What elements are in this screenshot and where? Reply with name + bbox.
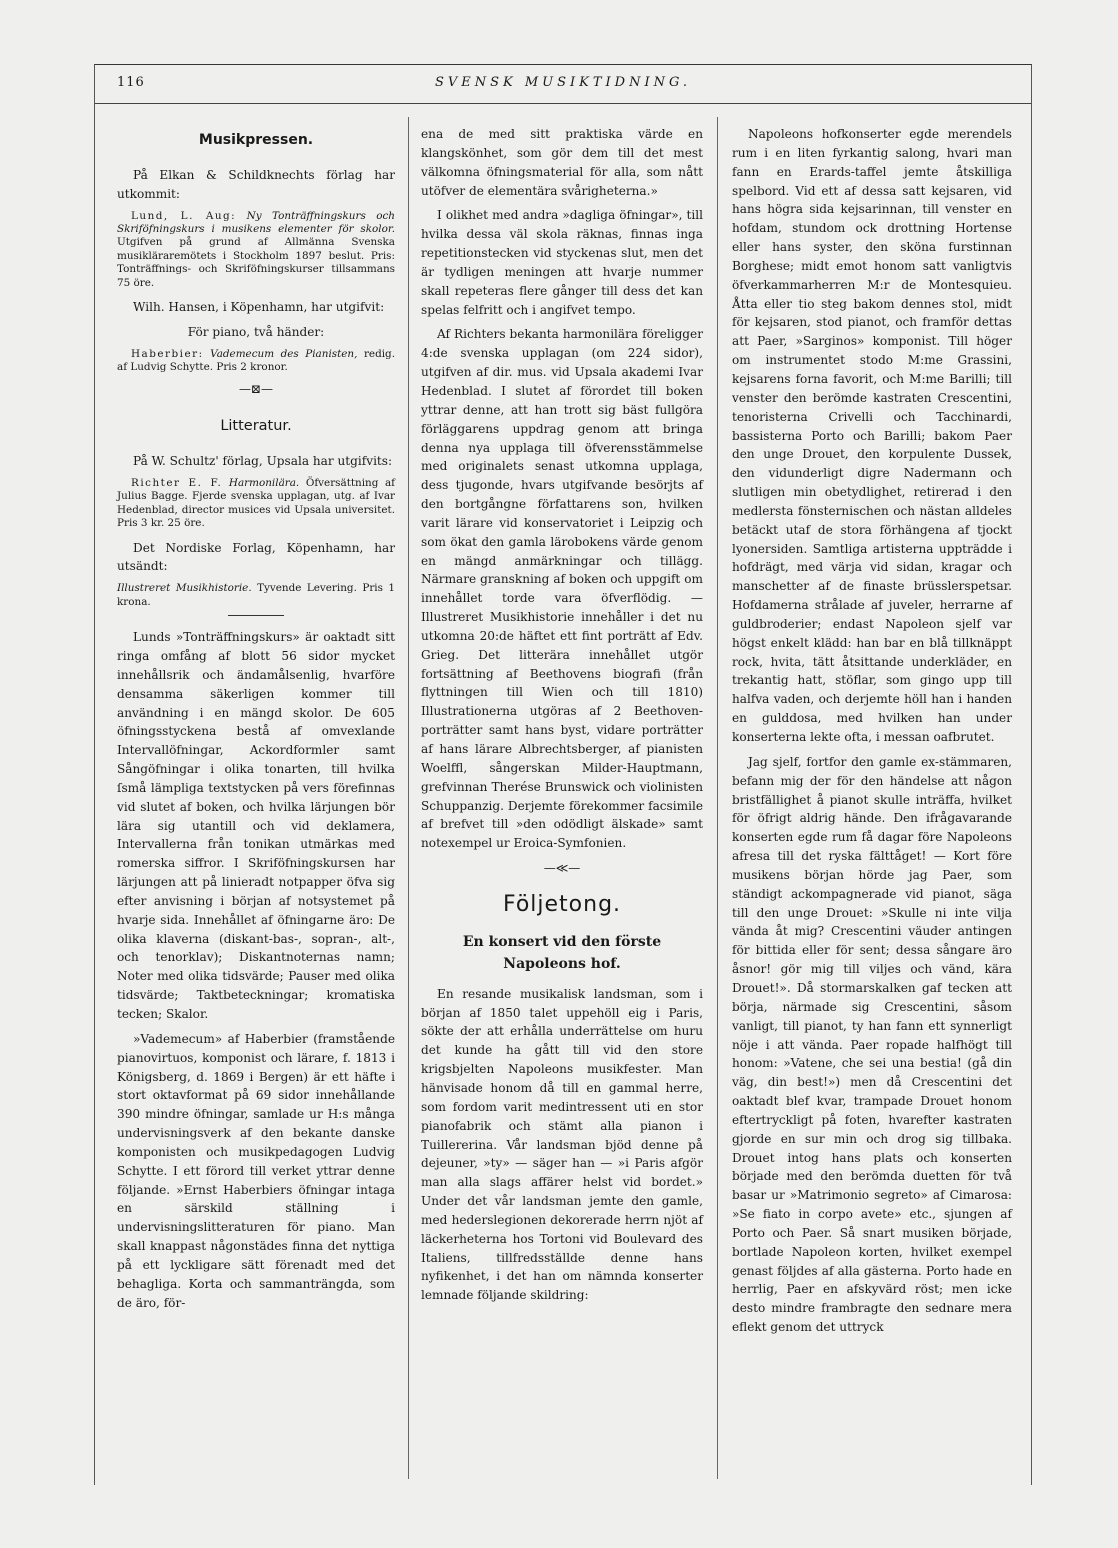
author: Lund, L. Aug: — [131, 209, 237, 222]
book-title: Vademecum des Pianisten, — [210, 347, 358, 360]
section-ornament: —⊠— — [238, 382, 274, 397]
notice-text: Öfversättning af Julius Bagge. Fjerde svenska upplagan, utg. af Ivar Hedenblad, director musices vid Upsala universitet. Pris 3 kr. 25 öre. — [117, 477, 395, 530]
notice-text: Tyvende Levering. Pris 1 krona. — [117, 582, 396, 608]
heading-litteratur: Litteratur. — [220, 418, 292, 435]
notice-text: redig. af Ludvig Schytte. Pris 2 kronor. — [117, 347, 395, 374]
column-1 — [117, 125, 395, 1319]
column-divider-2 — [717, 117, 718, 1479]
heading-foljetong: Följetong. — [502, 891, 622, 917]
paragraph: En resande musikalisk landsman, som i början af 1850 talet uppehöll eig i Paris, sökte der att erhålla underrättelse om huru det kunde ha gått till vid den store krigsbjelten Napoleons musikfester. Man hänvisade honom då till en gammal herre, som fordom varit medintressent uti en stor pianofabrik och stämt alla pianon i Tuillererina. Vår landsman bjöd denne på dejeuner, »ty» — säger han — »i Paris afgör man alla slags affärer helst vid bordet.» Under det vår landsman jemte den gamle, med hederslegionen dekorerade herrn njöt af läckerheterna hos Tortoni vid Boulevard des Italiens, tillfredsställde denne hans nyfikenhet, i det han om nämnda konserter lemnade följande skildring: — [421, 986, 703, 1303]
paragraph: På Elkan & Schildknechts förlag har utkommit: — [117, 167, 395, 201]
book-title: Harmonilära. — [228, 477, 300, 489]
notice-musikhistorie — [117, 582, 395, 609]
notice-richter — [117, 477, 395, 531]
book-title: Illustreret Musikhistorie. — [117, 582, 252, 595]
author: Richter E. F. — [131, 477, 223, 489]
section-ornament: —≪— — [543, 861, 581, 876]
book-title: Ny Tonträffningskurs och Skriföfningskurs i musikens elementer för skolor. — [117, 209, 395, 235]
paragraph: »Vademecum» af Haberbier (framstående pianovirtuos, komponist och lärare, f. 1813 i Königsberg, d. 1869 i Bergen) är ett häfte i stort oktavformat på 69 sidor innehållande 390 mindre öfningar, samlade ur H:s många undervisningsverk af den bekante danske komponisten och musikpedagogen Ludvig Schytte. I ett förord till verket yttrar denne följande. »Ernst Haberbiers öfningar intaga en särskild ställning i undervisningslitteraturen för piano. Man skall knappast någonstädes finna det nyttiga på ett lyckligare sätt förenadt med det behagliga. Korta och sammanträngda, som de äro, för- — [117, 1031, 395, 1310]
paragraph: Jag sjelf, fortfor den gamle ex-stämmaren, befann mig der för den händelse att någon bristfällighet å pianot skulle inträffa, hvilket för öfrigt aldrig hände. Den ifrågavarande konserten egde rum få dagar före Napoleons afresa till det ryska fälttåget! — Kort före musikens början hörde jag Paer, som ständigt ackompagnerade vid pianot, säga till den unge Drouet: »Skulle ni inte vilja vända åt mig? Crescentini väuder antingen för bittida eller för sent; dessa sångare äro åsnor! gör mig till viljes och vänd, kära Drouet!». Då stormarskalken gaf tecken att börja, närmade sig Crescentini, såsom vanligt, till pianot, ty han fann ett synnerligt nöje i att vända. Paer ropade halfhögt till honom: »Vatene, che sei una bestia! (gå din väg, din best!») men då Crescentini det oaktadt blef kvar, trampade Drouet honom eftertryckligt på foten, hvarefter kastraten gjorde en sur min och drog sig tillbaka. Drouet intog hans plats och konserten började med den berömda duetten för två basar ur »Matrimonio segreto» af Cimarosa: »Se fiato in corpo avete» etc., sjungen af Porto och Paer. Så snart musiken började, bortlade Napoleon korten, hvilket exempel genast följdes af alla gästerna. Porto hade en herrlig, Paer en afskyvärd röst; men icke desto mindre frambragte den sednare mera eflekt genom det uttryck — [732, 754, 1012, 1335]
running-header — [95, 65, 1031, 103]
paragraph: ena de med sitt praktiska värde en klangskönhet, som gör dem till det mest välkomna öfningsmaterial för alla, som nått utöfver de elementära svårigheterna.» — [421, 127, 703, 198]
paragraph: Lunds »Tonträffningskurs» är oaktadt sitt ringa omfång af blott 56 sidor mycket innehållsrik och ändamålsenlig, hvarföre densamma säkerligen kommer till användning i en mängd skolor. De 605 öfningsstyckena bestå af omvexlande Intervallöfningar, Ackordformler samt Sångöfningar i olika tonarten, till hvilka ſsmå lämpliga textstycken på vers förefinnas vid slutet af boken, och hvilka lärjungen bör lära sig utantill och vid deklamera, Intervallerna från tonikan utmärkas med romerska siffror. I Skriföfningskursen har lärjungen att på linieradt notpapper öfva sig efter anvisning i början af notsystemet på hvarje sida. Innehållet af öfningarne äro: De olika klaverna (diskant-bas-, sopran-, alt-, och tenorklav); Diskantnoternas namn; Noter med olika tidsvärde; Pauser med olika tidsvärde; Taktbeteckningar; kromatiska tecken; Skalor. — [117, 630, 395, 1021]
author: Haberbier: — [131, 347, 204, 360]
running-title: SVENSK MUSIKTIDNING. — [434, 75, 692, 90]
heading-konsert: En konsert vid den förste Napoleons hof. — [462, 933, 662, 972]
divider-rule — [228, 615, 284, 616]
paragraph: Det Nordiske Forlag, Köpenhamn, har utsändt: — [117, 540, 395, 574]
header-rule — [95, 103, 1031, 104]
notice-lund — [117, 210, 395, 290]
paragraph: Af Richters bekanta harmonilära föreligger 4:de svenska upplagan (om 224 sidor), utgifven af dir. mus. vid Upsala akademi Ivar Hedenblad. I slutet af förordet till boken yttrar denne, att han trott sig bäst fullgöra förläggarens uppdrag genom att bringa denna nya upplaga till öfverensstämmelse med originalets senast utkomna upplaga, dess tjugonde, hvars utgifvande besörjts af den bortgångne författarens son, hvilken varit lärare vid konservatoriet i Leipzig och som ökat den gamla lärobokens värde genom en mängd anmärkningar och tillägg. Närmare granskning af boken och uppgift om innehållet torde vara öfverflödig. — Illustreret Musikhistorie innehåller i det nu utkomna 20:de häftet ett fint porträtt af Edv. Grieg. Det litterära innehållet utgör fortsättning af Beethovens biografi (från flyttningen till Wien och till 1810) Illustrationerna utgöras af 2 Beethoven-porträtter samt hans byst, vidare porträtter af hans lärare Albrechtsberger, af pianisten Woelffl, sångerskan Milder-Hauptmann, grefvinnan Therése Brunswick och violinisten Schuppanzig. Derjemte förekommer facsimile af brefvet till »den odödligt älskade» samt notexempel ur Eroica-Symfonien. — [421, 327, 703, 851]
notice-text: Utgifven på grund af Allmänna Svenska musikläraremötets i Stockholm 1897 beslut. Pris: Tonträffnings- och Skriföfningskurser tillsammans 75 öre. — [117, 236, 395, 289]
paragraph: Wilh. Hansen, i Köpenhamn, har utgifvit: — [133, 299, 385, 314]
page-frame — [94, 64, 1032, 1485]
column-divider-1 — [408, 117, 409, 1479]
column-2 — [421, 125, 703, 1311]
paragraph: För piano, två händer: — [187, 324, 325, 339]
paragraph: Napoleons hofkonserter egde merendels rum i en liten fyrkantig salong, hvari man fann en Erards-taffel jemte åtskilliga spelbord. Vid ett af dessa satt kejsaren, vid hans högra sida kejsarinnan, till venster en hofdam, stundom ock drottning Hortense eller hans syster, den sköna furstinnan Borghese; midt emot honom satt vanligtvis öfverkammarherren M:r de Montesquieu. Åtta eller tio steg bakom dennes stol, midt för kejsaren, stod pianot, och framför dettas att Paer, »Sarginos» komponist. Till höger om instrumentet stodo M:me Grassini, kejsarens forna favorit, och M:me Barilli; till venster den berömde kastraten Crescentini, tenoristerna Crivelli och Tacchinardi, bassisterna Porto och Barilli; bakom Paer den unge Drouet, den korpulente Dussek, den vidunderligt digre Nadermann och slutligen min obetydlighet, retirerad i den medlersta fönsternischen och nästan alldeles betäckt utaf de stora förhängena af tjockt lyonersiden. Samtliga artisterna uppträdde i hofdrägt, med värja vid sidan, kragar och manschetter af de finaste brüsslerspetsar. Hofdamerna strålade af juveler, herrarne af guldbroderier; endast Napoleon sjelf var högst enkelt klädd: han bar en blå tillknäppt rock, hvita, tätt åtsittande underkläder, en trekantig hatt, stöflar, som gingo upp till halfva vaden, och derjemte höll han i handen en gulddosa, med hvilken han under konserterna lekte ofta, i messan oafbrutet. — [732, 127, 1012, 744]
paragraph: I olikhet med andra »dagliga öfningar», till hvilka dessa väl skola räknas, finnas inga repetitionstecken vid styckenas slut, men det är tydligen meningen att hvarje nummer skall repeteras flere gånger till dess det kan spelas felfritt och i angifvet tempo. — [421, 208, 703, 317]
column-3 — [732, 125, 1012, 1343]
paragraph: På W. Schultz' förlag, Upsala har utgifvits: — [133, 454, 393, 469]
notice-haberbier — [117, 348, 395, 375]
heading-musikpressen: Musikpressen. — [198, 132, 314, 148]
page-number: 116 — [117, 75, 145, 90]
